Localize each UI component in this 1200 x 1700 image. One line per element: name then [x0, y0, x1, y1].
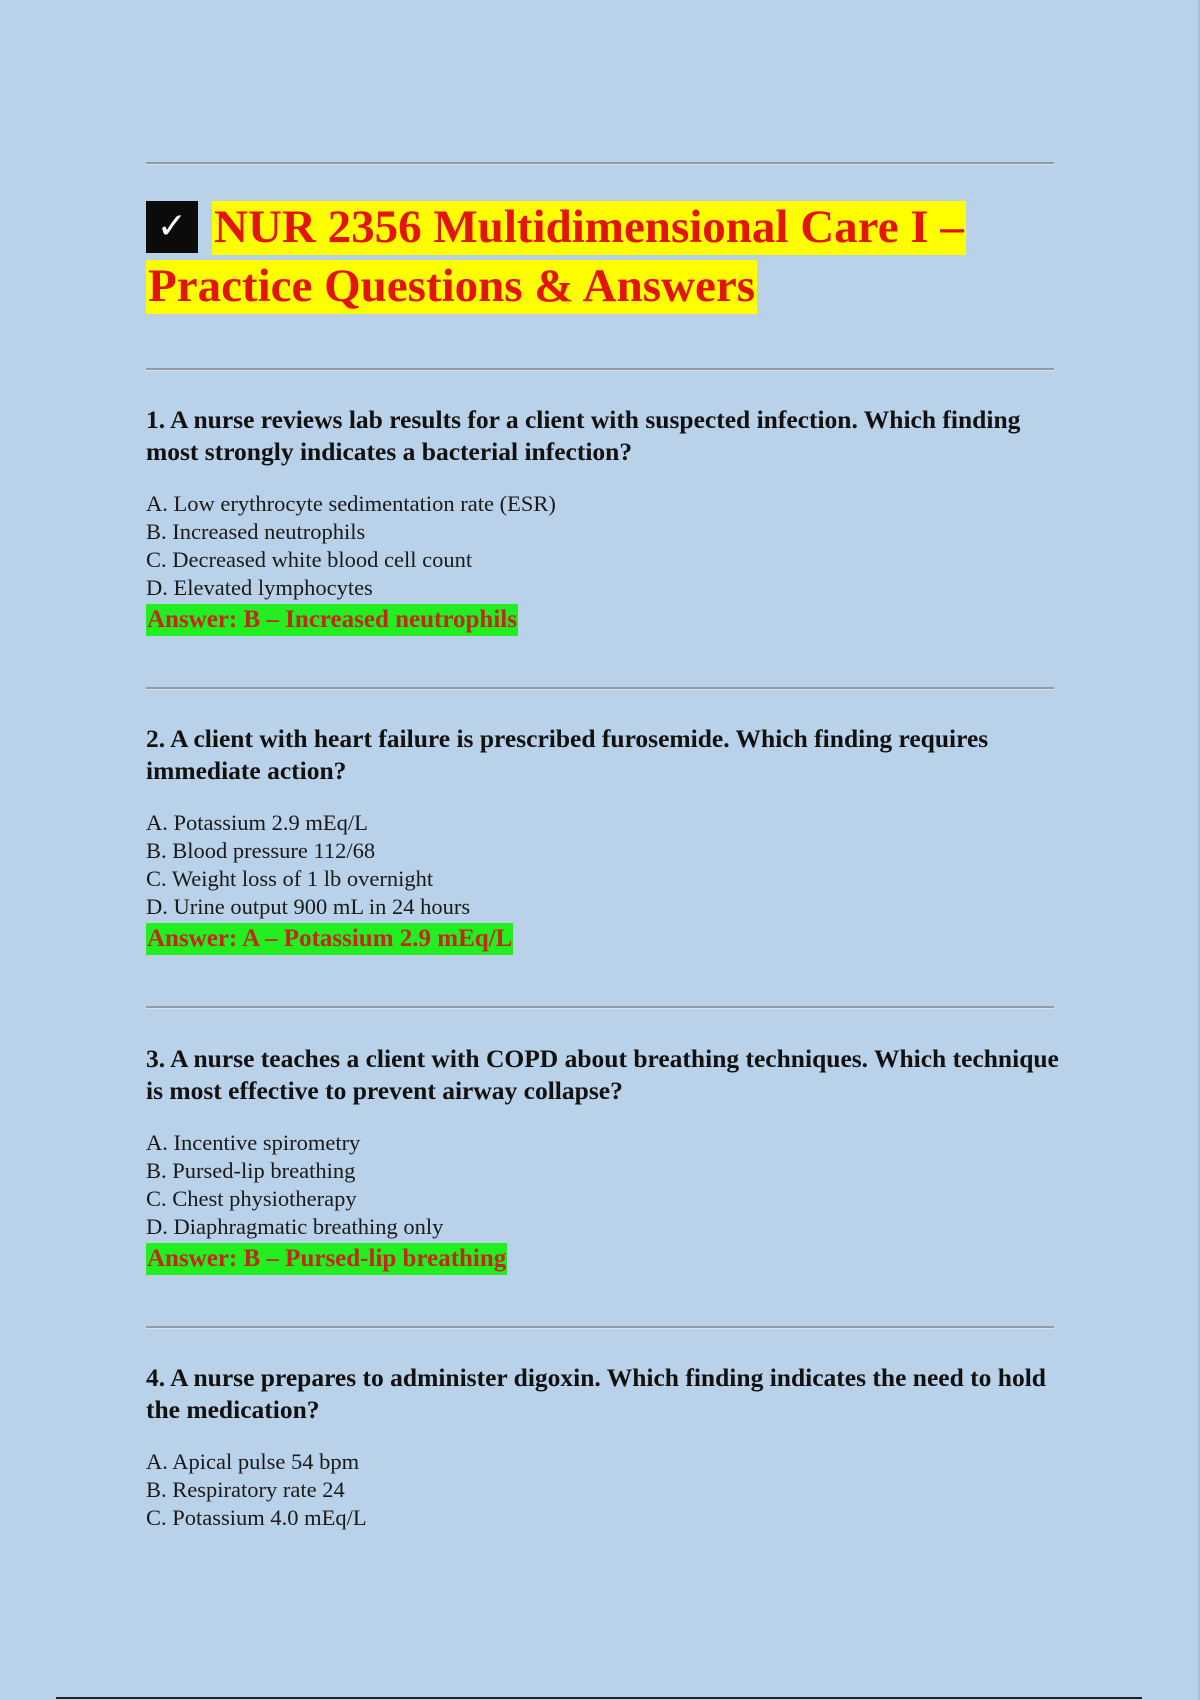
divider-rule [146, 1326, 1054, 1329]
option-b: B. Respiratory rate 24 [146, 1477, 345, 1502]
option-a: A. Low erythrocyte sedimentation rate (ESR) [146, 491, 556, 516]
question-stem: 4. A nurse prepares to administer digoxin. Which finding indicates the need to hold the medication? [146, 1363, 1046, 1424]
question-2 [146, 723, 1066, 955]
question-stem: 2. A client with heart failure is prescribed furosemide. Which finding requires immediate action? [146, 724, 989, 785]
divider-rule [146, 162, 1054, 165]
option-c: C. Potassium 4.0 mEq/L [146, 1505, 367, 1530]
option-b: B. Pursed-lip breathing [146, 1158, 356, 1183]
question-1 [146, 404, 1066, 636]
option-a: A. Apical pulse 54 bpm [146, 1449, 360, 1474]
options-list [146, 490, 1066, 602]
question-4 [146, 1362, 1066, 1532]
option-d: D. Diaphragmatic breathing only [146, 1214, 444, 1239]
option-b: B. Increased neutrophils [146, 519, 366, 544]
options-list [146, 1129, 1066, 1241]
option-c: C. Chest physiotherapy [146, 1186, 357, 1211]
option-c: C. Weight loss of 1 lb overnight [146, 866, 434, 891]
question-stem: 3. A nurse teaches a client with COPD about breathing techniques. Which technique is most effective to prevent airway collapse? [146, 1044, 1059, 1105]
option-b: B. Blood pressure 112/68 [146, 838, 376, 863]
title-text: NUR 2356 Multidimensional Care I – Practice Questions & Answers [148, 201, 964, 312]
document-title [146, 198, 1066, 316]
answer-highlight: Answer: B – Pursed-lip breathing [146, 1243, 507, 1275]
option-d: D. Elevated lymphocytes [146, 575, 373, 600]
checkmark-icon: ✓ [146, 201, 198, 253]
question-stem: 1. A nurse reviews lab results for a client with suspected infection. Which finding most strongly indicates a bacterial infection? [146, 405, 1021, 466]
divider-rule [146, 368, 1054, 371]
divider-rule [146, 1006, 1054, 1009]
option-d: D. Urine output 900 mL in 24 hours [146, 894, 471, 919]
divider-rule [146, 687, 1054, 690]
answer-highlight: Answer: B – Increased neutrophils [146, 604, 518, 636]
answer-highlight: Answer: A – Potassium 2.9 mEq/L [146, 923, 513, 955]
option-a: A. Incentive spirometry [146, 1130, 361, 1155]
option-a: A. Potassium 2.9 mEq/L [146, 810, 368, 835]
question-3 [146, 1043, 1066, 1275]
options-list [146, 809, 1066, 921]
option-c: C. Decreased white blood cell count [146, 547, 473, 572]
options-list [146, 1448, 1066, 1532]
page-bottom-rule [56, 1697, 1142, 1699]
